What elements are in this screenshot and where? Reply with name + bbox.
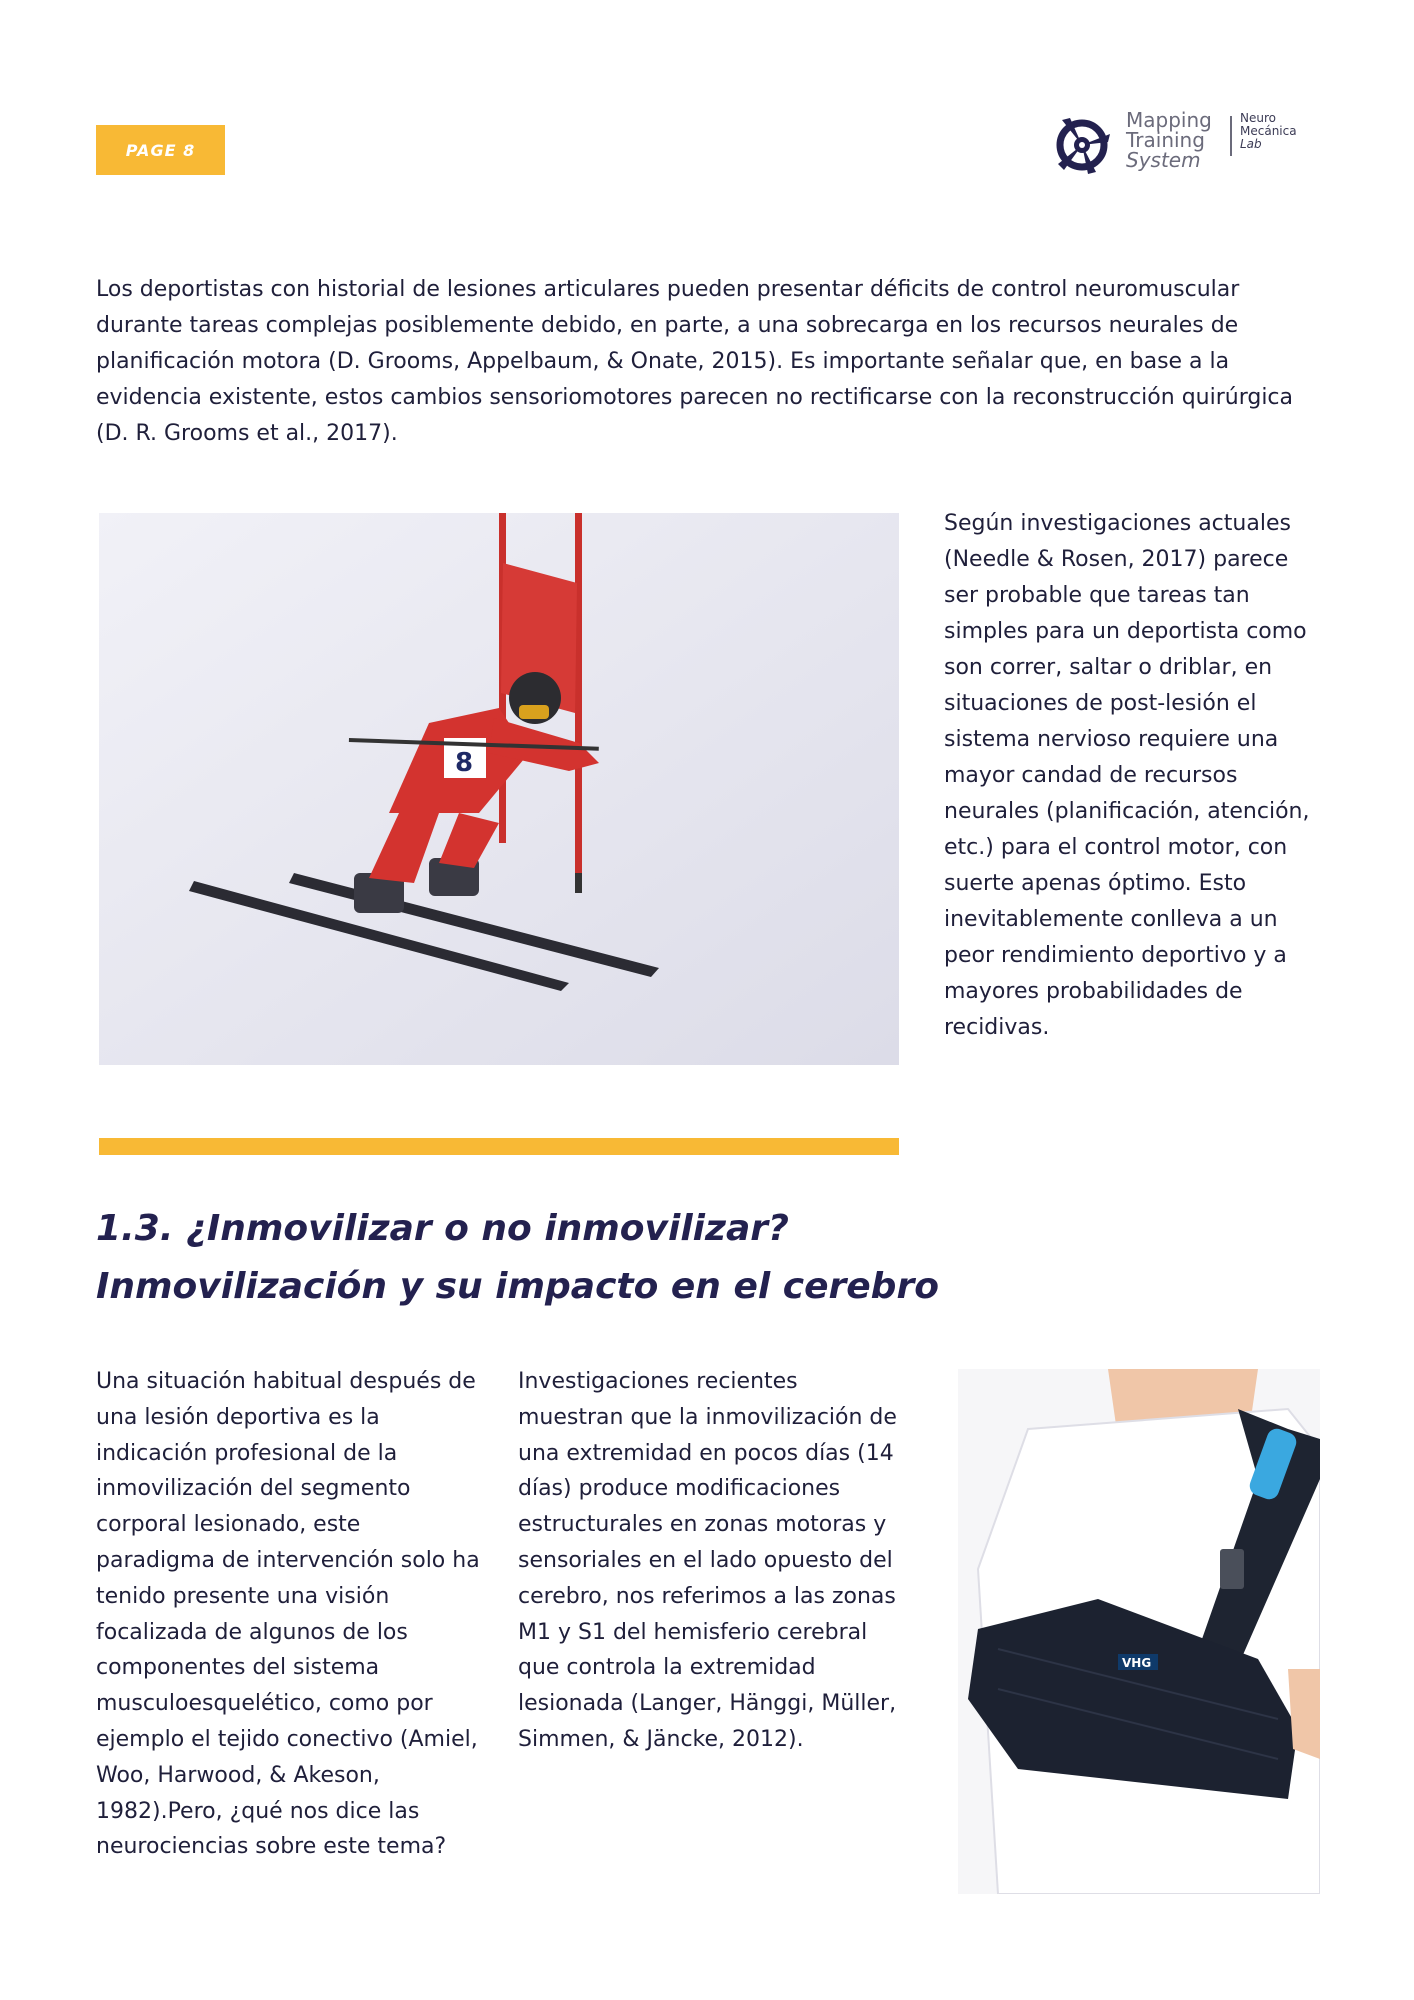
logo-subbrand	[1240, 112, 1297, 151]
body-column-2: Investigaciones recientes muestran que la inmovilización de una extremidad en pocos días (14 días) produce modificaciones estructurales en zonas motoras y sensoriales en el lado opuesto del cerebro, nos referimos a las zonas M1 y S1 del hemisferio cerebral que controla la extremidad lesionada (Langer, Hänggi, Müller, Simmen, & Jäncke, 2012).	[518, 1369, 897, 1752]
logo-line-1: Mapping	[1126, 108, 1212, 132]
side-paragraph: Según investigaciones actuales (Needle & Rosen, 2017) parece ser probable que tareas tan simples para un deportista como son correr, saltar o driblar, en situaciones de post-lesión el sistema nervioso requiere una mayor candad de recursos neurales (planificación, atención, etc.) para el control motor, con suerte apenas óptimo. Esto inevitablemente conlleva a un peor rendimiento deportivo y a mayores probabilidades de recidivas.	[944, 511, 1310, 1040]
arm-sling-photo	[958, 1369, 1320, 1894]
page-number-label: PAGE 8	[125, 140, 196, 160]
logo-emblem-icon	[1050, 112, 1116, 176]
logo-wordmark	[1126, 110, 1212, 170]
logo-sub-line-1: Neuro	[1240, 111, 1276, 125]
logo-line-3: System	[1126, 148, 1201, 172]
section-heading-line-2: Inmovilización y su impacto en el cerebro	[96, 1266, 939, 1307]
logo-divider	[1230, 116, 1232, 156]
logo-sub-line-2: Mecánica	[1240, 124, 1297, 138]
section-heading	[96, 1200, 996, 1316]
bib-number: 8	[455, 748, 474, 778]
brand-logo	[1050, 108, 1320, 180]
body-column-1: Una situación habitual después de una lesión deportiva es la indicación profesional de la inmovilización del segmento corporal lesionado, este paradigma de intervención solo ha tenido presente una visión focalizada de algunos de los componentes del sistema musculoesquelético, como por ejemplo el tejido conectivo (Amiel, Woo, Harwood, & Akeson, 1982).Pero, ¿qué nos dice las neurociencias sobre este tema?	[96, 1369, 480, 1860]
skier-photo	[99, 513, 899, 1065]
section-heading-line-1: 1.3. ¿Inmovilizar o no inmovilizar?	[96, 1208, 789, 1249]
sling-brand-label: VHG	[1122, 1656, 1152, 1670]
section-divider-bar	[99, 1138, 899, 1155]
intro-paragraph: Los deportistas con historial de lesiones articulares pueden presentar déficits de control neuromuscular durante tareas complejas posiblemente debido, en parte, a una sobrecarga en los recursos neurales de planificación motora (D. Grooms, Appelbaum, & Onate, 2015). Es importante señalar que, en base a la evidencia existente, estos cambios sensoriomotores parecen no rectificarse con la reconstrucción quirúrgica (D. R. Grooms et al., 2017).	[96, 277, 1294, 446]
page-number-badge	[96, 125, 225, 175]
logo-line-2: Training	[1126, 128, 1205, 152]
logo-sub-line-3: Lab	[1240, 137, 1262, 151]
